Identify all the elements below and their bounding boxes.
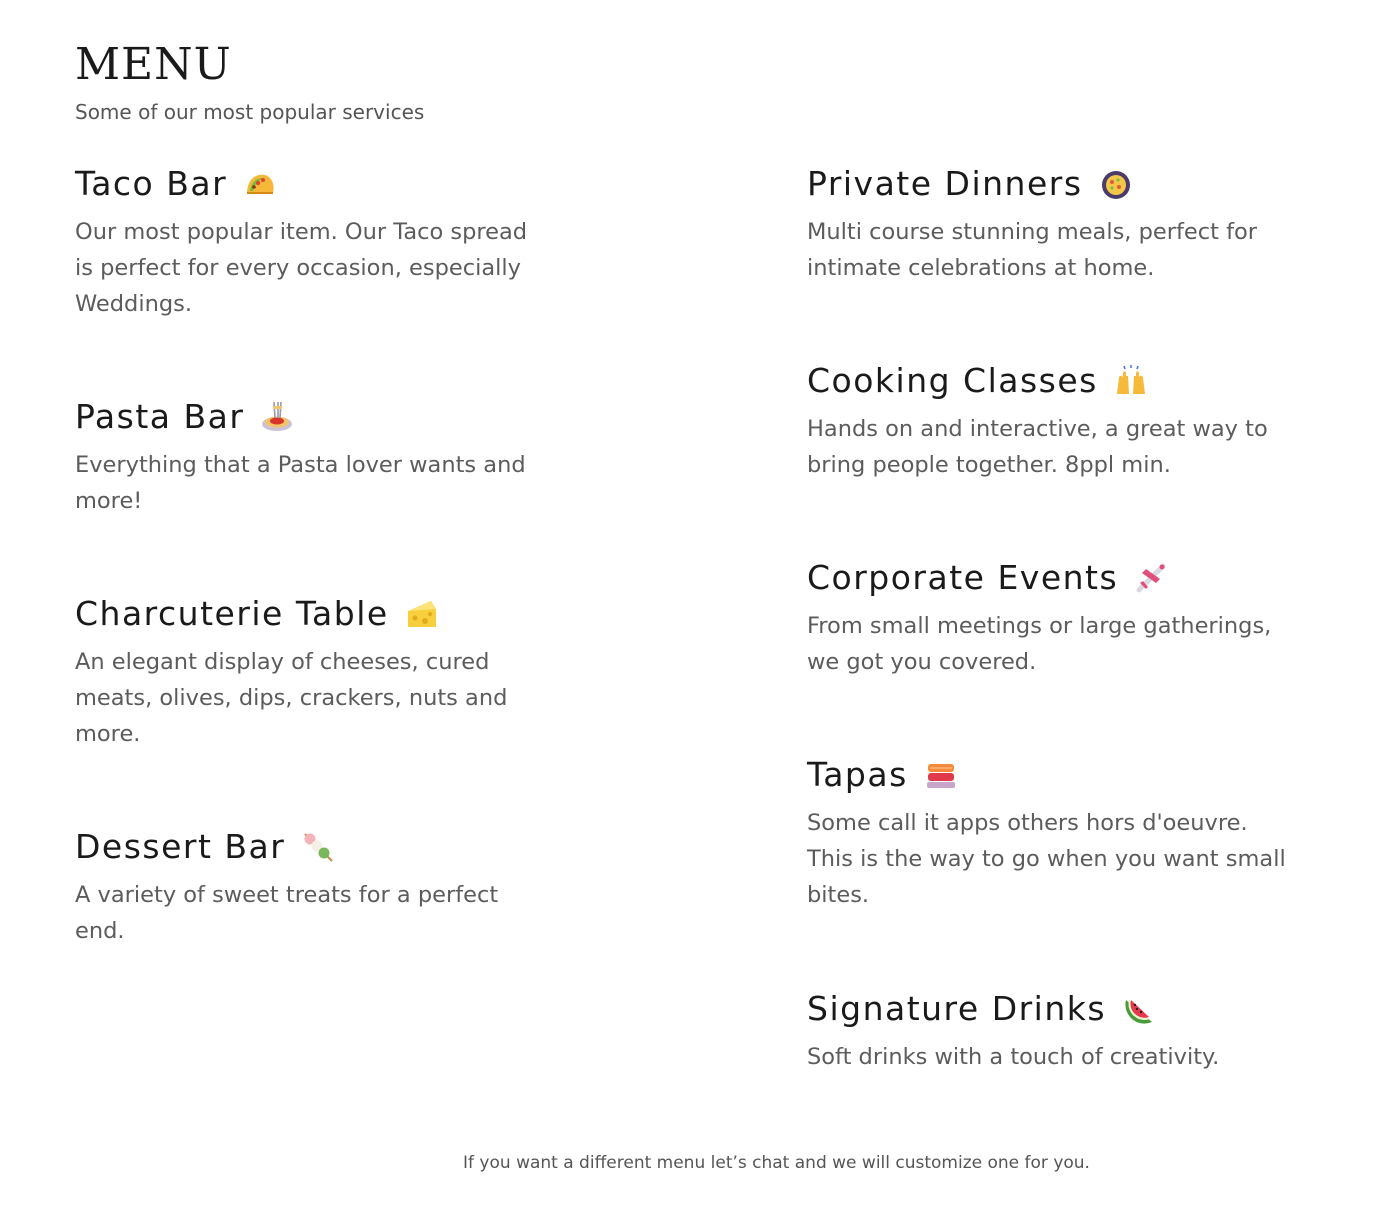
airplane-icon <box>1134 561 1168 595</box>
cheese-icon <box>405 597 439 631</box>
menu-item-taco-bar <box>75 164 535 322</box>
watermelon-icon <box>1122 992 1156 1026</box>
menu-item-title: Tapas <box>807 755 908 794</box>
menu-item-description: Hands on and interactive, a great way to bring people together. 8ppl min. <box>807 416 1268 478</box>
raising-hands-icon <box>1114 364 1148 398</box>
dango-icon <box>301 830 335 864</box>
menu-item-cooking-classes <box>807 361 1297 483</box>
sushi-icon <box>924 758 958 792</box>
menu-item-description: An elegant display of cheeses, cured meats, olives, dips, crackers, nuts and more. <box>75 649 508 747</box>
menu-item-pasta-bar <box>75 397 535 519</box>
menu-item-title: Cooking Classes <box>807 361 1098 400</box>
menu-item-title: Corporate Events <box>807 558 1119 597</box>
taco-icon <box>243 167 277 201</box>
menu-item-description: Soft drinks with a touch of creativity. <box>807 1044 1220 1070</box>
menu-item-title: Dessert Bar <box>75 827 286 866</box>
menu-item-title: Charcuterie Table <box>75 594 389 633</box>
page-subtitle: Some of our most popular services <box>75 100 425 124</box>
menu-item-corporate-events <box>807 558 1297 680</box>
menu-item-title: Private Dinners <box>807 164 1083 203</box>
spaghetti-icon <box>260 400 294 434</box>
menu-item-private-dinners <box>807 164 1297 286</box>
menu-item-title: Signature Drinks <box>807 989 1107 1028</box>
menu-item-title: Taco Bar <box>75 164 228 203</box>
paella-pan-icon <box>1099 167 1133 201</box>
menu-item-tapas <box>807 755 1297 913</box>
menu-item-description: Everything that a Pasta lover wants and more! <box>75 452 526 514</box>
menu-item-signature-drinks <box>807 989 1297 1075</box>
menu-item-description: Our most popular item. Our Taco spread is perfect for every occasion, especially Weddings. <box>75 219 528 317</box>
menu-item-description: From small meetings or large gatherings, we got you covered. <box>807 613 1272 675</box>
menu-item-description: Multi course stunning meals, perfect for intimate celebrations at home. <box>807 219 1258 281</box>
menu-item-title: Pasta Bar <box>75 397 245 436</box>
menu-item-description: A variety of sweet treats for a perfect end. <box>75 882 499 944</box>
menu-item-dessert-bar <box>75 827 535 949</box>
menu-item-charcuterie-table <box>75 594 535 752</box>
page-title: MENU <box>75 39 232 90</box>
menu-item-description: Some call it apps others hors d'oeuvre. This is the way to go when you want small bites. <box>807 810 1286 908</box>
footer-note: If you want a different menu let’s chat and we will customize one for you. <box>463 1153 1090 1173</box>
